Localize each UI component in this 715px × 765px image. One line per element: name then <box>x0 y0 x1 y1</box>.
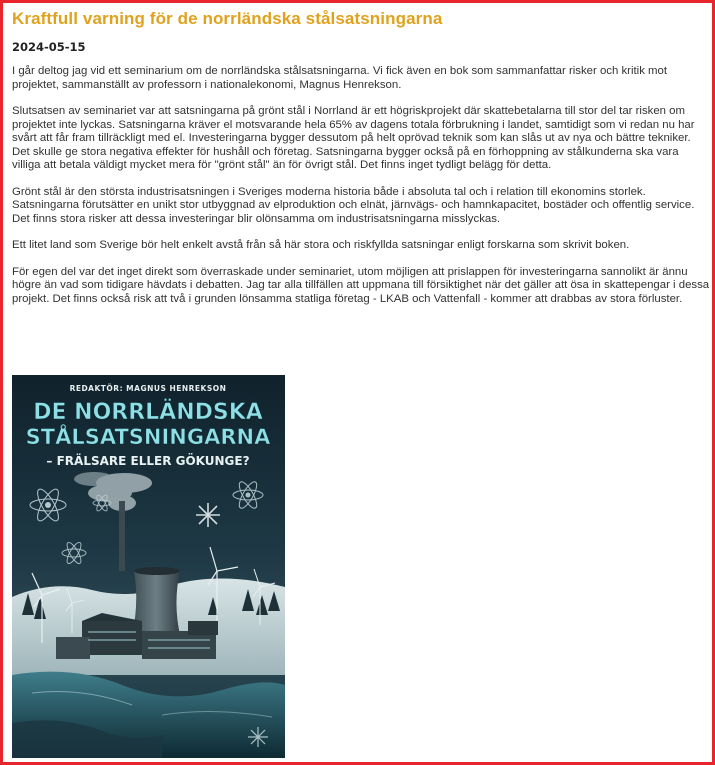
book-cover-title-line2: STÅLSATSNINGARNA <box>25 425 271 449</box>
book-cover-image[interactable] <box>12 375 285 758</box>
article-title[interactable]: Kraftfull varning för de norrländska stålsatsningarna <box>12 9 443 28</box>
book-cover-subtitle: – FRÄLSARE ELLER GÖKUNGE? <box>46 454 250 468</box>
article-paragraph: I går deltog jag vid ett seminarium om de norrländska stålsatsningarna. Vi fick även en bok som sammanfattar risker och kritik mot projektet, sammanställt av professorn i nationalekonomi, Magnus Henrekson. <box>12 65 668 91</box>
article-paragraph: Slutsatsen av seminariet var att satsningarna på grönt stål i Norrland är ett högriskprojekt där skattebetalarna till stor del tar risken om projektet inte lyckas. Satsningarna kräver el motsvarande hela 65% av dagens totala förbrukning i landet, samtidigt som vi redan nu har svårt att får fram tillräckligt med el. Investeringarna bygger dessutom på helt oprövad teknik som kan slås ut av nya och bättre tekniker. Det skulle ge stora negativa effekter för hushåll och företag. Satsningarna bygger också på en förhoppning av stålkunderna ska vara villiga att betala väldigt mycket mera för "grönt stål" än för övrigt stål. Det finns inget tydligt belägg för detta. <box>12 105 695 171</box>
article-date: 2024-05-15 <box>12 40 86 54</box>
book-cover-title-line1: DE NORRLÄNDSKA <box>33 400 263 425</box>
article-paragraph: För egen del var det inget direkt som överraskade under seminariet, utom möjligen att prislappen för investeringarna sannolikt är ännu högre än vad som tidigare hävdats i debatten. Jag tar alla tillfällen att uppmana till försiktighet när det gäller att ösa in skattepengar i dessa projekt. Det finns också risk att två i grunden lönsamma statliga företag - LKAB och Vattenfall - kommer att drabbas av stora förluster. <box>12 265 710 305</box>
article-paragraph: Ett litet land som Sverige bör helt enkelt avstå från så här stora och riskfyllda satsningar enligt forskarna som skrivit boken. <box>12 239 630 251</box>
snowflake-icon <box>196 503 220 527</box>
article-paragraph: Grönt stål är den största industrisatsningen i Sveriges moderna historia både i absoluta tal och i relation till ekonomins storlek. Satsningarna förutsätter en unikt stor utbyggnad av elproduktion och elnät, järnvägs- och hamnkapacitet, bostäder och offentlig service. Det finns stora risker att dessa investeringar blir olönsamma om industrisatsningarna misslyckas. <box>12 185 695 225</box>
book-cover-editor: REDAKTÖR: MAGNUS HENREKSON <box>69 384 227 393</box>
snowflake-icon <box>248 727 268 747</box>
article-content <box>12 8 710 306</box>
chimney <box>119 501 125 571</box>
